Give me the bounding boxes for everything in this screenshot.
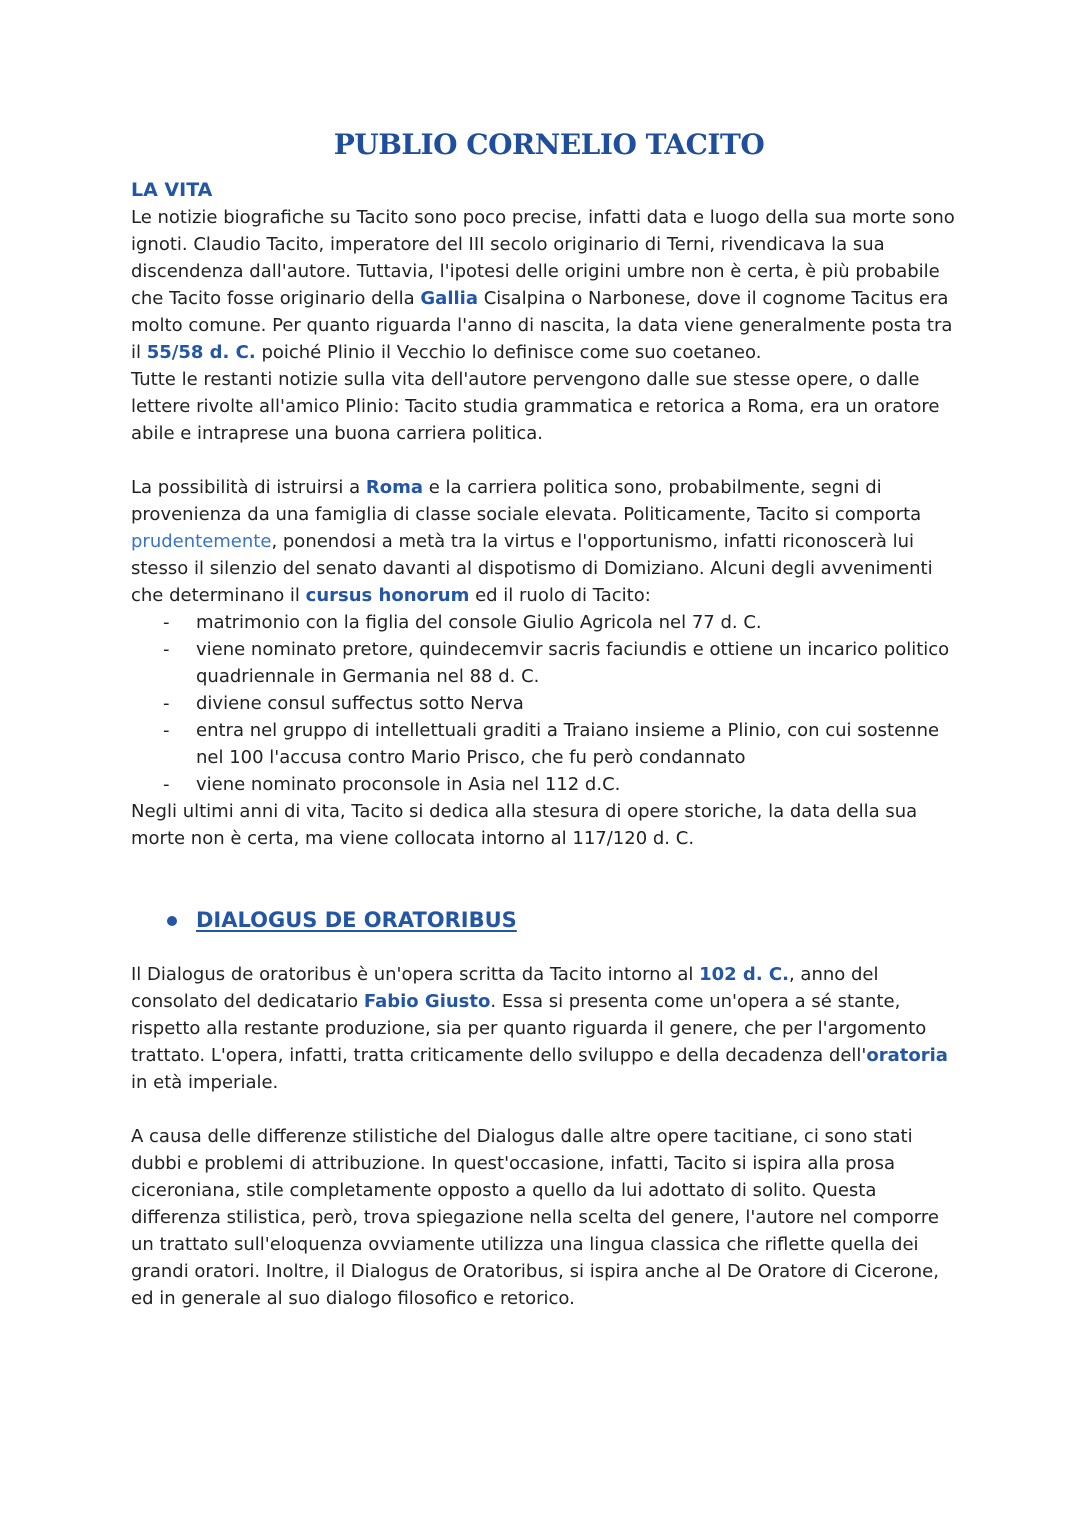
- career-list: [131, 609, 961, 798]
- section-heading-dialogus: DIALOGUS DE ORATORIBUS: [131, 906, 961, 934]
- vita-paragraph-2: Tutte le restanti notizie sulla vita dell'autore pervengono dalle sue stesse opere, o dalle lettere rivolte all'amico Plinio: Tacito studia grammatica e retorica a Roma, era un oratore abile e intraprese una buona carriera politica.: [131, 369, 940, 444]
- document-page: [131, 128, 961, 1312]
- bullet-icon: [167, 916, 177, 926]
- dialogus-paragraph-1: Il Dialogus de oratoribus è un'opera scritta da Tacito intorno al 102 d. C., anno del consolato del dedicatario Fabio Giusto. Essa si presenta come un'opera a sé stante, rispetto alla restante produzione, sia per quanto riguarda il genere, che per l'argomento trattato. L'opera, infatti, tratta criticamente dello sviluppo e della decadenza dell'oratoria in età imperiale.: [131, 964, 948, 1093]
- highlight-birth-date: 55/58 d. C.: [146, 342, 256, 363]
- highlight-cursus-honorum: cursus honorum: [305, 585, 470, 606]
- vita-paragraph-3: La possibilità di istruirsi a Roma e la carriera politica sono, probabilmente, segni di provenienza da una famiglia di classe sociale elevata. Politicamente, Tacito si comporta prudentemente, ponendosi a metà tra la virtus e l'opportunismo, infatti riconoscerà lui stesso il silenzio del senato davanti al dispotismo di Domiziano. Alcuni degli avvenimenti che determinano il cursus honorum ed il ruolo di Tacito:: [131, 477, 933, 606]
- vita-paragraph-4: Negli ultimi anni di vita, Tacito si dedica alla stesura di opere storiche, la data della sua morte non è certa, ma viene collocata intorno al 117/120 d. C.: [131, 801, 918, 849]
- dialogus-paragraph-2: A causa delle differenze stilistiche del Dialogus dalle altre opere tacitiane, ci sono stati dubbi e problemi di attribuzione. In quest'occasione, infatti, Tacito si ispira alla prosa ciceroniana, stile completamente opposto a quello da lui adottato di solito. Questa differenza stilistica, però, trova spiegazione nella scelta del genere, l'autore nel comporre un trattato sull'eloquenza ovviamente utilizza una lingua classica che riflette quella dei grandi oratori. Inoltre, il Dialogus de Oratoribus, si ispira anche al De Oratore di Cicerone, ed in generale al suo dialogo filosofico e retorico.: [131, 1126, 939, 1309]
- highlight-fabio-giusto: Fabio Giusto: [363, 991, 491, 1012]
- list-item: - diviene consul suffectus sotto Nerva: [163, 693, 524, 714]
- page-title: PUBLIO CORNELIO TACITO: [333, 128, 765, 161]
- list-item: - matrimonio con la figlia del console Giulio Agricola nel 77 d. C.: [163, 612, 762, 633]
- list-item: - viene nominato proconsole in Asia nel 112 d.C.: [163, 774, 621, 795]
- highlight-oratoria: oratoria: [866, 1045, 948, 1066]
- list-item: - entra nel gruppo di intellettuali graditi a Traiano insieme a Plinio, con cui sostenne nel 100 l'accusa contro Mario Prisco, che fu però condannato: [163, 720, 940, 768]
- vita-paragraph-1: Le notizie biografiche su Tacito sono poco precise, infatti data e luogo della sua morte sono ignoti. Claudio Tacito, imperatore del III secolo originario di Terni, rivendicava la sua discendenza dall'autore. Tuttavia, l'ipotesi delle origini umbre non è certa, è più probabile che Tacito fosse originario della Gallia Cisalpina o Narbonese, dove il cognome Tacitus era molto comune. Per quanto riguarda l'anno di nascita, la data viene generalmente posta tra il 55/58 d. C. poiché Plinio il Vecchio lo definisce come suo coetaneo.: [131, 207, 955, 363]
- highlight-prudentemente: prudentemente: [131, 531, 272, 552]
- highlight-102: 102 d. C.: [699, 964, 789, 985]
- list-item: - viene nominato pretore, quindecemvir sacris faciundis e ottiene un incarico politico quadriennale in Germania nel 88 d. C.: [163, 639, 950, 687]
- highlight-roma: Roma: [365, 477, 424, 498]
- highlight-gallia: Gallia: [420, 288, 478, 309]
- section-heading-vita: LA VITA: [131, 179, 213, 201]
